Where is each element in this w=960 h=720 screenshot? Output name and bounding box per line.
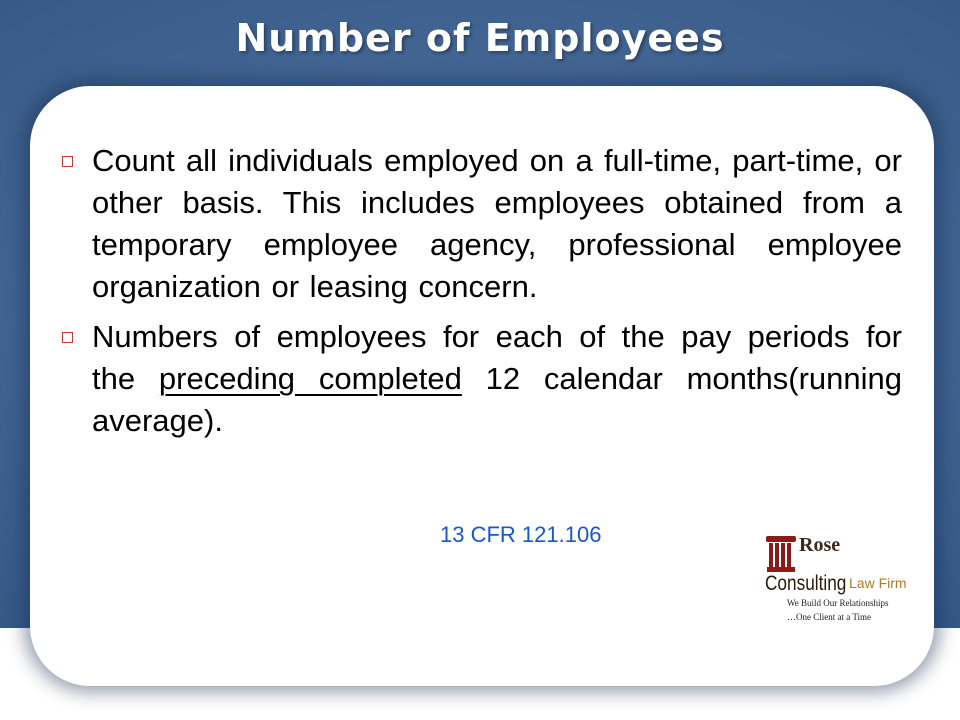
bullet-item xyxy=(62,316,902,442)
square-bullet-icon xyxy=(62,156,73,167)
logo-name-top: Rose xyxy=(799,534,841,556)
citation-text: 13 CFR 121.106 xyxy=(440,522,602,547)
slide-title: Number of Employees xyxy=(235,16,725,60)
bullet-text-before: Numbers of employees for each of the pay periods for the xyxy=(92,319,902,396)
bullet-item xyxy=(62,140,902,308)
logo-suffix: Law Firm xyxy=(849,575,907,591)
bullet-text: Count all individuals employed on a full-time, part-time, or other basis. This includes employees obtained from a temporary employee agency, professional employee organization or leasing concern. xyxy=(92,143,902,304)
square-bullet-icon xyxy=(62,332,73,343)
logo-tagline-2: …One Client at a Time xyxy=(787,612,871,622)
logo-name-bottom: Consulting xyxy=(765,572,847,595)
bullet-text-after: 12 calendar months(running average). xyxy=(92,361,902,438)
logo-tagline-1: We Build Our Relationships xyxy=(787,598,889,608)
column-logo-icon xyxy=(765,535,797,573)
company-logo xyxy=(765,533,935,628)
bullet-text-underlined: preceding completed xyxy=(158,361,462,396)
bullet-list xyxy=(62,140,902,450)
